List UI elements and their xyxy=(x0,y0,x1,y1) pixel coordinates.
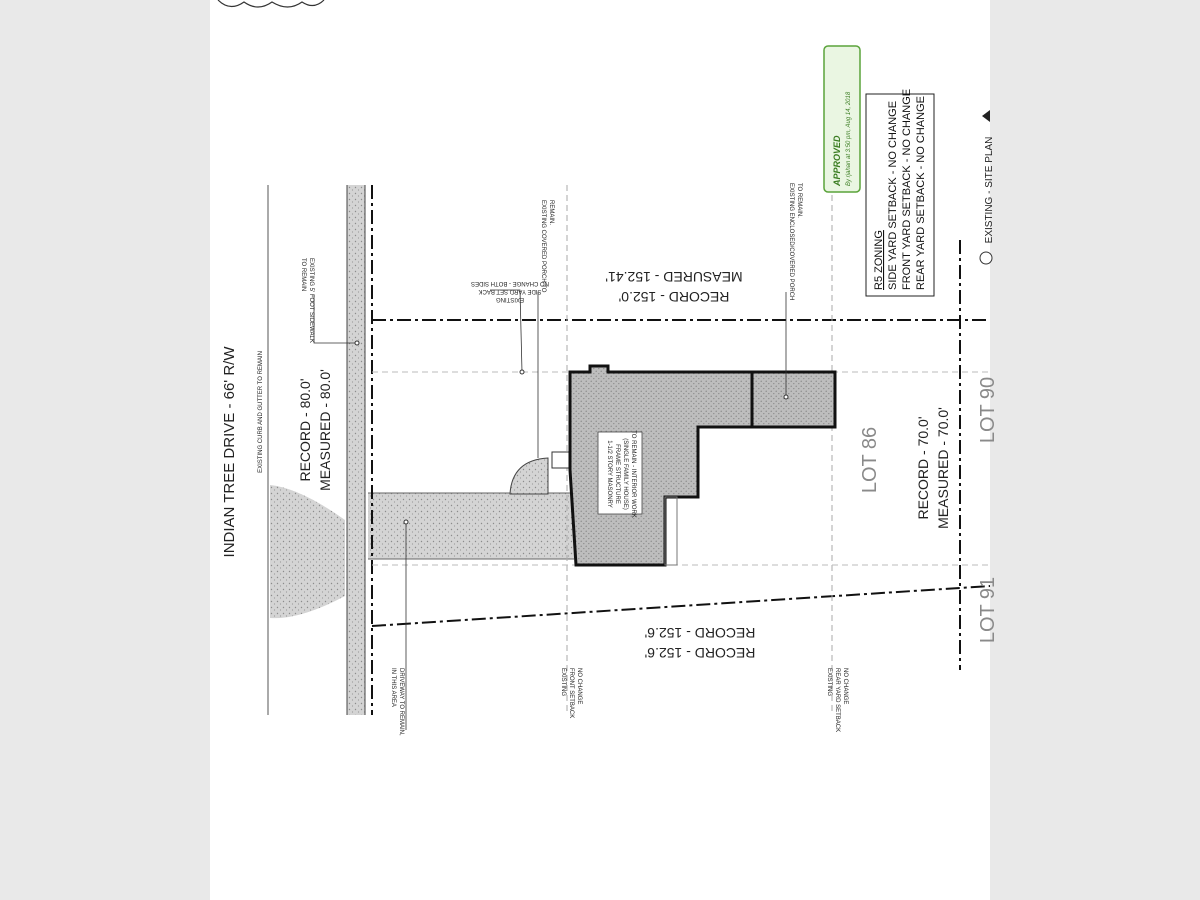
svg-text:FRONT YARD SETBACK - NO CHANGE: FRONT YARD SETBACK - NO CHANGE xyxy=(901,88,913,290)
cloud-marks xyxy=(218,0,324,7)
side-setback-note xyxy=(471,280,549,302)
covered-porch xyxy=(552,452,570,468)
south-record-lower: RECORD - 152.6' xyxy=(644,645,756,661)
svg-text:(SINGLE FAMILY HOUSE): (SINGLE FAMILY HOUSE) xyxy=(622,438,628,510)
north-arrow-icon xyxy=(982,110,990,122)
rear-record: RECORD - 70.0' xyxy=(915,416,931,520)
svg-text:FRONT SETBACK: FRONT SETBACK xyxy=(568,668,574,719)
svg-text:IN THIS AREA: IN THIS AREA xyxy=(390,668,396,707)
approved-label: APPROVED xyxy=(832,135,842,186)
driveway xyxy=(368,493,574,559)
covered-porch-note xyxy=(540,200,554,293)
front-step xyxy=(510,458,548,494)
svg-text:EXISTING: EXISTING xyxy=(560,668,566,697)
svg-text:SIDE YARD SET BACK: SIDE YARD SET BACK xyxy=(478,288,542,294)
svg-text:REAR YARD SETBACK: REAR YARD SETBACK xyxy=(834,668,840,733)
svg-text:DRIVEWAY TO REMAIN,: DRIVEWAY TO REMAIN, xyxy=(398,668,404,736)
street-name: INDIAN TREE DRIVE - 66' R/W xyxy=(221,346,238,558)
svg-text:EXISTING 5' FOOT SIDEWALK: EXISTING 5' FOOT SIDEWALK xyxy=(308,258,314,343)
approved-detail: By rjahan at 3:50 pm, Aug 14, 2018 xyxy=(846,91,852,186)
north-record: RECORD - 152.0' xyxy=(618,289,730,305)
approved-stamp xyxy=(824,46,860,192)
svg-text:EXISTING: EXISTING xyxy=(495,296,525,302)
north-measured: MEASURED - 152.41' xyxy=(605,269,743,285)
south-record-upper: RECORD - 152.6' xyxy=(644,625,756,641)
svg-text:NO CHANGE: NO CHANGE xyxy=(576,668,582,705)
svg-text:REMAIN.: REMAIN. xyxy=(548,200,554,226)
svg-text:1-1/2 STORY MASONRY: 1-1/2 STORY MASONRY xyxy=(606,440,612,508)
front-measured: MEASURED - 80.0' xyxy=(317,369,333,491)
svg-text:EXISTING: EXISTING xyxy=(826,668,832,697)
svg-text:REAR YARD SETBACK - NO CHANGE: REAR YARD SETBACK - NO CHANGE xyxy=(915,96,927,290)
front-record: RECORD - 80.0' xyxy=(297,378,313,482)
driveway-note xyxy=(390,668,404,736)
curb-note: EXISTING CURB AND GUTTER TO REMAIN xyxy=(258,351,264,473)
front-setback-note xyxy=(560,668,582,718)
svg-text:NO CHANGE: NO CHANGE xyxy=(842,668,848,705)
svg-text:EXISTING COVERED PORCH TO: EXISTING COVERED PORCH TO xyxy=(540,200,546,293)
curb-flare xyxy=(270,485,345,618)
south-property-line xyxy=(372,586,990,626)
svg-text:TO REMAIN.: TO REMAIN. xyxy=(796,183,802,218)
svg-text:NO CHANGE - BOTH SIDES: NO CHANGE - BOTH SIDES xyxy=(470,280,550,286)
svg-text:EXISTING ENCLOSED/COVERED PORC: EXISTING ENCLOSED/COVERED PORCH xyxy=(788,183,794,301)
lot-south-label: LOT 91 xyxy=(977,576,999,644)
svg-text:TO REMAIN - INTERIOR WORK: TO REMAIN - INTERIOR WORK xyxy=(630,430,636,518)
lot-north-label: LOT 90 xyxy=(977,376,999,444)
svg-text:FRAME STRUCTURE: FRAME STRUCTURE xyxy=(614,444,620,504)
site-plan-drawing xyxy=(210,0,999,900)
sidewalk xyxy=(347,185,365,715)
enclosed-porch xyxy=(752,372,835,427)
rear-setback-note xyxy=(826,668,848,732)
site-plan-sheet xyxy=(210,0,999,900)
svg-text:TO REMAIN: TO REMAIN xyxy=(300,258,306,292)
sheet-title: EXISTING - SITE PLAN xyxy=(984,136,995,244)
sidewalk-note xyxy=(300,258,314,343)
section-marker-icon xyxy=(980,252,992,264)
svg-text:R5 ZONING: R5 ZONING xyxy=(873,230,885,290)
svg-text:SIDE YARD SETBACK - NO CHANGE: SIDE YARD SETBACK - NO CHANGE xyxy=(887,100,899,290)
rear-measured: MEASURED - 70.0' xyxy=(935,407,951,529)
house-footprint xyxy=(570,366,752,565)
enclosed-porch-note xyxy=(788,183,802,300)
lot-label: LOT 86 xyxy=(859,426,881,494)
